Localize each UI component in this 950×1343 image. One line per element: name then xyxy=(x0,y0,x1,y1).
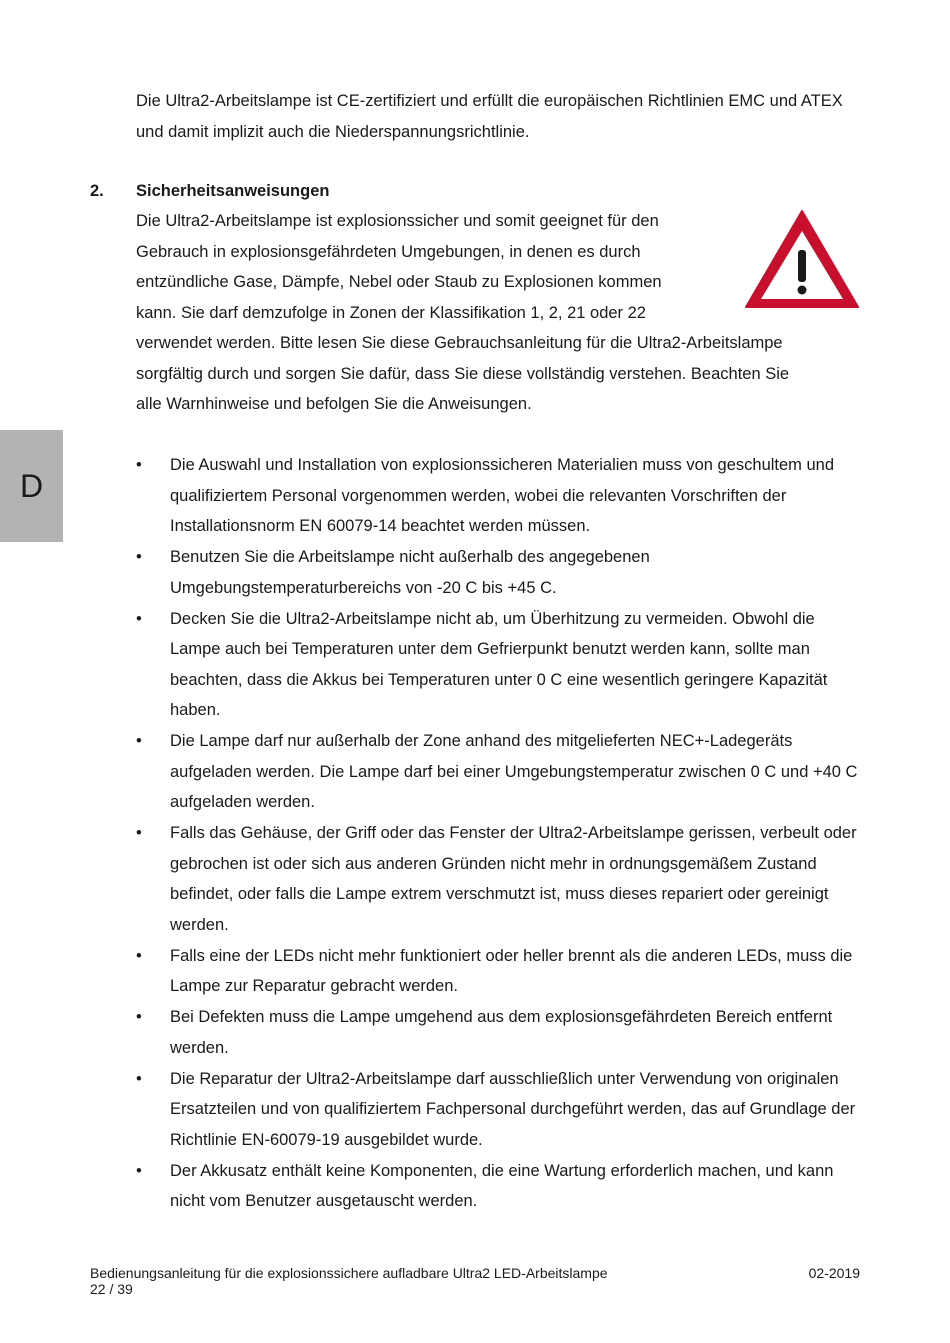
page-footer xyxy=(90,1265,860,1297)
list-item: • Der Akkusatz enthält keine Komponenten, die eine Wartung erforderlich machen, und kann nicht vom Benutzer ausgetauscht werden. xyxy=(136,1156,866,1217)
warning-triangle-icon xyxy=(744,209,860,309)
bullet-icon: • xyxy=(136,456,142,474)
bullet-icon: • xyxy=(136,946,142,965)
section-body-line: kann. Sie darf demzufolge in Zonen der Klassifikation 1, 2, 21 oder 22 xyxy=(136,303,646,322)
list-item: • Falls eine der LEDs nicht mehr funktioniert oder heller brennt als die anderen LEDs, muss die Lampe zur Reparatur gebracht werden. xyxy=(136,941,866,1002)
bullet-icon: • xyxy=(136,1008,142,1026)
section-body-line: Die Ultra2-Arbeitslampe ist explosionssicher und somit geeignet für den xyxy=(136,212,659,230)
bullet-icon: • xyxy=(136,548,142,566)
language-side-tab xyxy=(0,430,63,542)
section-body-line: verwendet werden. Bitte lesen Sie diese Gebrauchsanleitung für die Ultra2-Arbeitslampe xyxy=(136,334,783,352)
safety-instructions-list xyxy=(136,450,866,1217)
list-item: • Die Reparatur der Ultra2-Arbeitslampe darf ausschließlich unter Verwendung von originalen Ersatzteilen und von qualifiziertem Fachpersonal durchgeführt werden, das auf Grundlage der Richtlinie EN-60079-19 ausgebildet wurde. xyxy=(136,1064,866,1156)
list-item: • Falls das Gehäuse, der Griff oder das Fenster der Ultra2-Arbeitslampe gerissen, verbeult oder gebrochen ist oder sich aus anderen Gründen nicht mehr in ordnungsgemäßem Zustand befindet, oder falls die Lampe extrem verschmutzt ist, muss dieses repariert oder gereinigt werden. xyxy=(136,818,866,940)
intro-paragraph: Die Ultra2-Arbeitslampe ist CE-zertifiziert und erfüllt die europäischen Richtlinien EMC und ATEX und damit implizit auch die Niederspannungsrichtlinie. xyxy=(136,92,843,141)
list-item: • Die Auswahl und Installation von explosionssicheren Materialien muss von geschultem und qualifiziertem Personal vorgenommen werden, wobei die relevanten Vorschriften der Installationsnorm EN 60079-14 beachtet werden müssen. xyxy=(136,450,866,542)
footer-page-number: 22 / 39 xyxy=(90,1281,133,1297)
bullet-icon: • xyxy=(136,824,142,842)
list-item: • Die Lampe darf nur außerhalb der Zone anhand des mitgelieferten NEC+-Ladegeräts aufgeladen werden. Die Lampe darf bei einer Umgebungstemperatur zwischen 0 C und +40 C aufgeladen werden. xyxy=(136,726,866,818)
list-item: • Benutzen Sie die Arbeitslampe nicht außerhalb des angegebenen Umgebungstemperaturbereichs von -20 C bis +45 C. xyxy=(136,542,866,603)
bullet-icon: • xyxy=(136,1161,142,1180)
footer-document-title: Bedienungsanleitung für die explosionssichere aufladbare Ultra2 LED-Arbeitslampe xyxy=(90,1265,608,1281)
bullet-icon: • xyxy=(136,609,142,628)
section-body-line: alle Warnhinweise und befolgen Sie die Anweisungen. xyxy=(136,395,532,413)
bullet-icon: • xyxy=(136,1069,142,1088)
section-title: Sicherheitsanweisungen xyxy=(136,182,330,200)
section-number: 2. xyxy=(90,182,104,200)
list-item: • Bei Defekten muss die Lampe umgehend aus dem explosionsgefährdeten Bereich entfernt werden. xyxy=(136,1002,866,1063)
bullet-icon: • xyxy=(136,732,142,750)
list-item: • Decken Sie die Ultra2-Arbeitslampe nicht ab, um Überhitzung zu vermeiden. Obwohl die Lampe auch bei Temperaturen unter dem Gefrierpunkt benutzt werden kann, sollte man beachten, dass die Akkus bei Temperaturen unter 0 C eine wesentlich geringere Kapazität haben. xyxy=(136,604,866,726)
section-body-line: sorgfältig durch und sorgen Sie dafür, dass Sie diese vollständig verstehen. Beachten Sie xyxy=(136,364,790,383)
language-side-tab-label: D xyxy=(19,468,44,504)
footer-date: 02-2019 xyxy=(808,1265,860,1281)
section-body-line: entzündliche Gase, Dämpfe, Nebel oder Staub zu Explosionen kommen xyxy=(136,273,662,291)
section-body-line: Gebrauch in explosionsgefährdeten Umgebungen, in denen es durch xyxy=(136,242,641,261)
